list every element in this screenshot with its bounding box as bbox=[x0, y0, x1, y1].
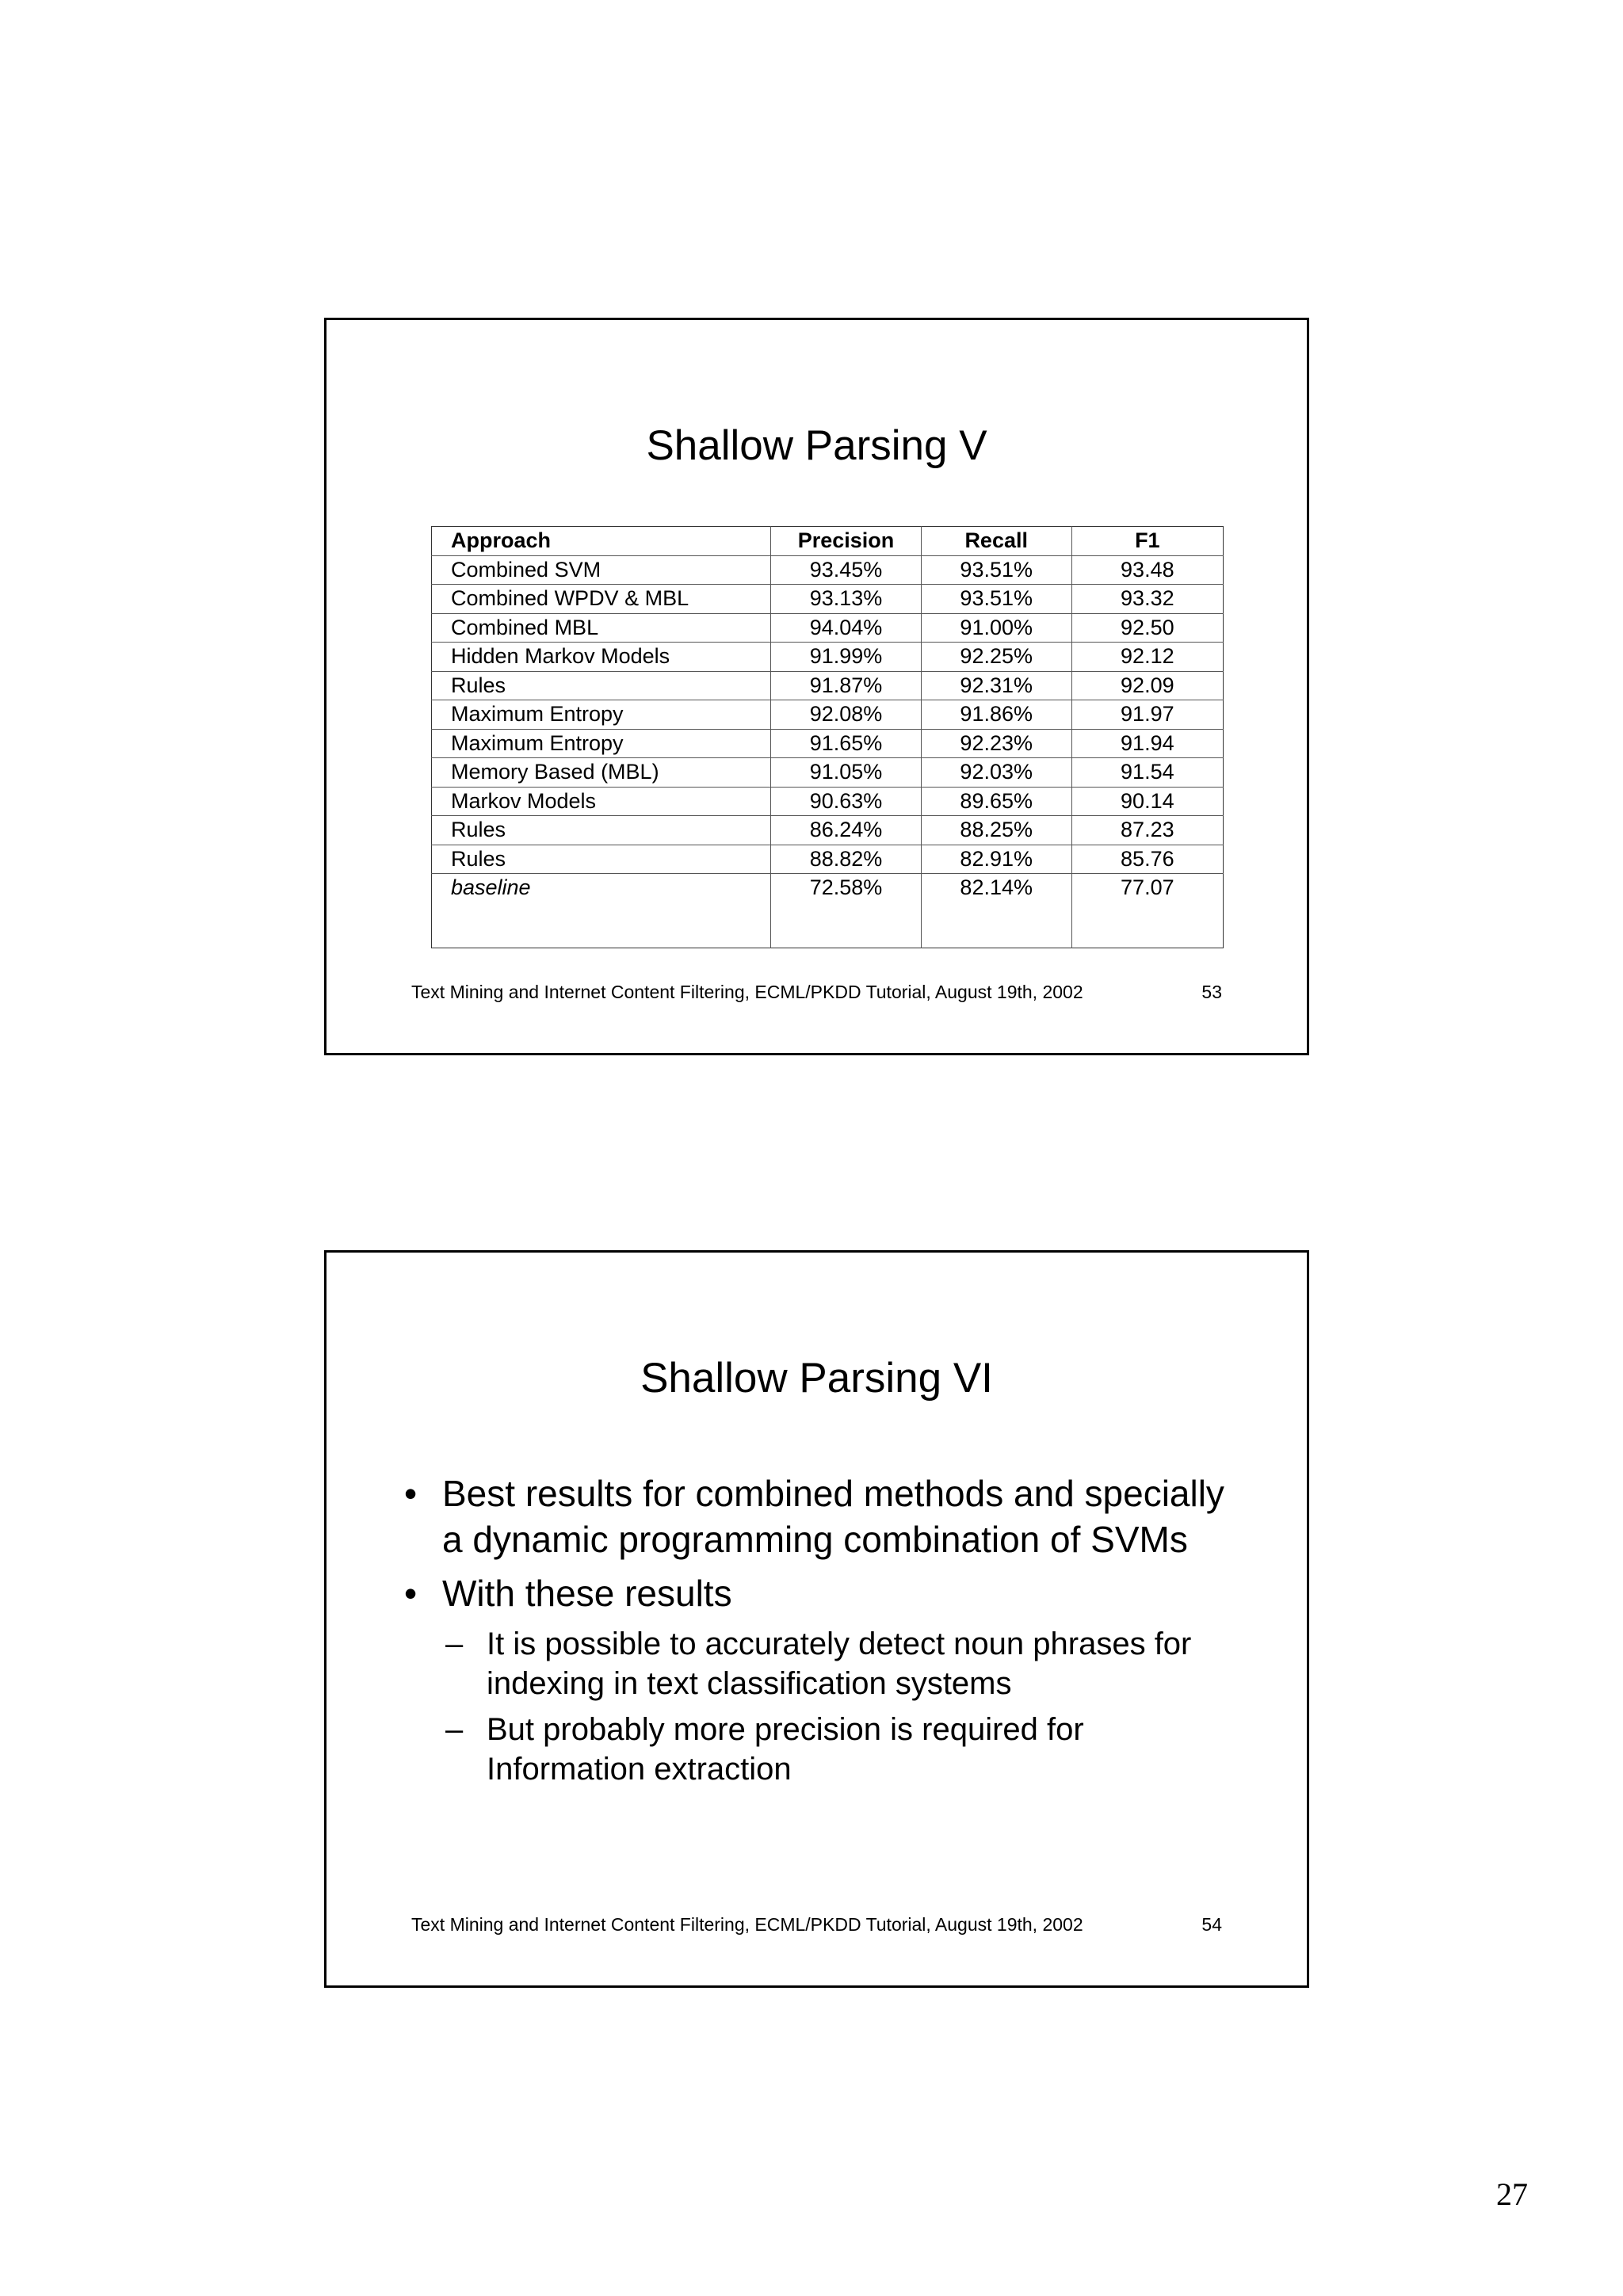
cell-approach: Maximum Entropy bbox=[432, 700, 771, 730]
cell-precision: 90.63% bbox=[771, 787, 922, 816]
bullet-item bbox=[404, 1470, 1236, 1562]
table-row bbox=[432, 585, 1224, 614]
table-header-row bbox=[432, 527, 1224, 556]
sub-bullet-text: It is possible to accurately detect noun phrases for indexing in text classification systems bbox=[487, 1627, 1192, 1701]
cell-f1: 77.07 bbox=[1071, 874, 1223, 948]
cell-precision: 86.24% bbox=[771, 816, 922, 845]
slide-title: Shallow Parsing V bbox=[646, 422, 987, 469]
header-precision: Precision bbox=[771, 527, 922, 556]
cell-approach: Maximum Entropy bbox=[432, 729, 771, 758]
cell-approach: Memory Based (MBL) bbox=[432, 758, 771, 788]
cell-recall: 92.03% bbox=[921, 758, 1071, 788]
header-f1: F1 bbox=[1071, 527, 1223, 556]
cell-precision: 91.87% bbox=[771, 671, 922, 700]
footer-text: Text Mining and Internet Content Filtering, ECML/PKDD Tutorial, August 19th, 2002 bbox=[411, 982, 1083, 1002]
cell-recall: 89.65% bbox=[921, 787, 1071, 816]
table-row bbox=[432, 816, 1224, 845]
cell-f1: 90.14 bbox=[1071, 787, 1223, 816]
table-row bbox=[432, 845, 1224, 874]
sub-bullet-text: But probably more precision is required for Information extraction bbox=[487, 1712, 1084, 1787]
cell-approach: Rules bbox=[432, 671, 771, 700]
table-row bbox=[432, 555, 1224, 585]
table-row bbox=[432, 787, 1224, 816]
bullet-text: With these results bbox=[442, 1573, 732, 1614]
bullet-glyph: • bbox=[404, 1573, 418, 1614]
cell-precision: 72.58% bbox=[771, 874, 922, 948]
slide-footer bbox=[411, 979, 1222, 1005]
cell-f1: 91.54 bbox=[1071, 758, 1223, 788]
table-row bbox=[432, 643, 1224, 672]
cell-approach: Hidden Markov Models bbox=[432, 643, 771, 672]
cell-approach: Combined WPDV & MBL bbox=[432, 585, 771, 614]
bullet-glyph: • bbox=[404, 1473, 418, 1514]
cell-f1: 93.32 bbox=[1071, 585, 1223, 614]
cell-recall: 82.91% bbox=[921, 845, 1071, 874]
results-table bbox=[431, 526, 1224, 948]
cell-recall: 93.51% bbox=[921, 555, 1071, 585]
cell-precision: 92.08% bbox=[771, 700, 922, 730]
cell-f1: 92.09 bbox=[1071, 671, 1223, 700]
cell-precision: 91.99% bbox=[771, 643, 922, 672]
header-approach: Approach bbox=[432, 527, 771, 556]
table-row bbox=[432, 700, 1224, 730]
cell-precision: 88.82% bbox=[771, 845, 922, 874]
cell-precision: 93.45% bbox=[771, 555, 922, 585]
cell-approach: baseline bbox=[451, 875, 531, 899]
cell-recall: 82.14% bbox=[921, 874, 1071, 948]
cell-precision: 94.04% bbox=[771, 613, 922, 643]
cell-f1: 91.97 bbox=[1071, 700, 1223, 730]
cell-recall: 92.31% bbox=[921, 671, 1071, 700]
cell-f1: 91.94 bbox=[1071, 729, 1223, 758]
sub-bullet-glyph: – bbox=[445, 1712, 464, 1747]
table-row bbox=[432, 671, 1224, 700]
cell-recall: 93.51% bbox=[921, 585, 1071, 614]
sub-bullet-item bbox=[404, 1624, 1236, 1703]
bullet-list bbox=[404, 1470, 1236, 1795]
cell-approach: Combined MBL bbox=[432, 613, 771, 643]
table-row bbox=[432, 874, 1224, 948]
cell-approach: Rules bbox=[432, 845, 771, 874]
cell-approach: Rules bbox=[432, 816, 771, 845]
cell-approach: Markov Models bbox=[432, 787, 771, 816]
sub-bullet-glyph: – bbox=[445, 1627, 464, 1661]
footer-text: Text Mining and Internet Content Filtering, ECML/PKDD Tutorial, August 19th, 2002 bbox=[411, 1914, 1083, 1935]
table-row bbox=[432, 613, 1224, 643]
cell-f1: 92.50 bbox=[1071, 613, 1223, 643]
slide-title: Shallow Parsing VI bbox=[640, 1355, 993, 1402]
cell-precision: 93.13% bbox=[771, 585, 922, 614]
cell-recall: 91.86% bbox=[921, 700, 1071, 730]
table-body bbox=[432, 555, 1224, 948]
slide-shallow-parsing-vi bbox=[324, 1250, 1309, 1988]
cell-recall: 92.25% bbox=[921, 643, 1071, 672]
sub-bullet-item bbox=[404, 1710, 1236, 1789]
cell-recall: 88.25% bbox=[921, 816, 1071, 845]
cell-f1: 87.23 bbox=[1071, 816, 1223, 845]
page-number: 27 bbox=[1496, 2176, 1528, 2212]
slide-number: 53 bbox=[1201, 982, 1222, 1002]
cell-f1: 85.76 bbox=[1071, 845, 1223, 874]
cell-f1: 93.48 bbox=[1071, 555, 1223, 585]
slide-shallow-parsing-v bbox=[324, 318, 1309, 1055]
cell-precision: 91.05% bbox=[771, 758, 922, 788]
slide-number: 54 bbox=[1201, 1914, 1222, 1935]
cell-precision: 91.65% bbox=[771, 729, 922, 758]
cell-recall: 91.00% bbox=[921, 613, 1071, 643]
table-row bbox=[432, 758, 1224, 788]
slide-footer bbox=[411, 1912, 1222, 1937]
cell-approach: Combined SVM bbox=[432, 555, 771, 585]
bullet-item bbox=[404, 1570, 1236, 1616]
cell-f1: 92.12 bbox=[1071, 643, 1223, 672]
table-row bbox=[432, 729, 1224, 758]
cell-recall: 92.23% bbox=[921, 729, 1071, 758]
bullet-text: Best results for combined methods and specially a dynamic programming combination of SVMs bbox=[442, 1473, 1224, 1560]
header-recall: Recall bbox=[921, 527, 1071, 556]
